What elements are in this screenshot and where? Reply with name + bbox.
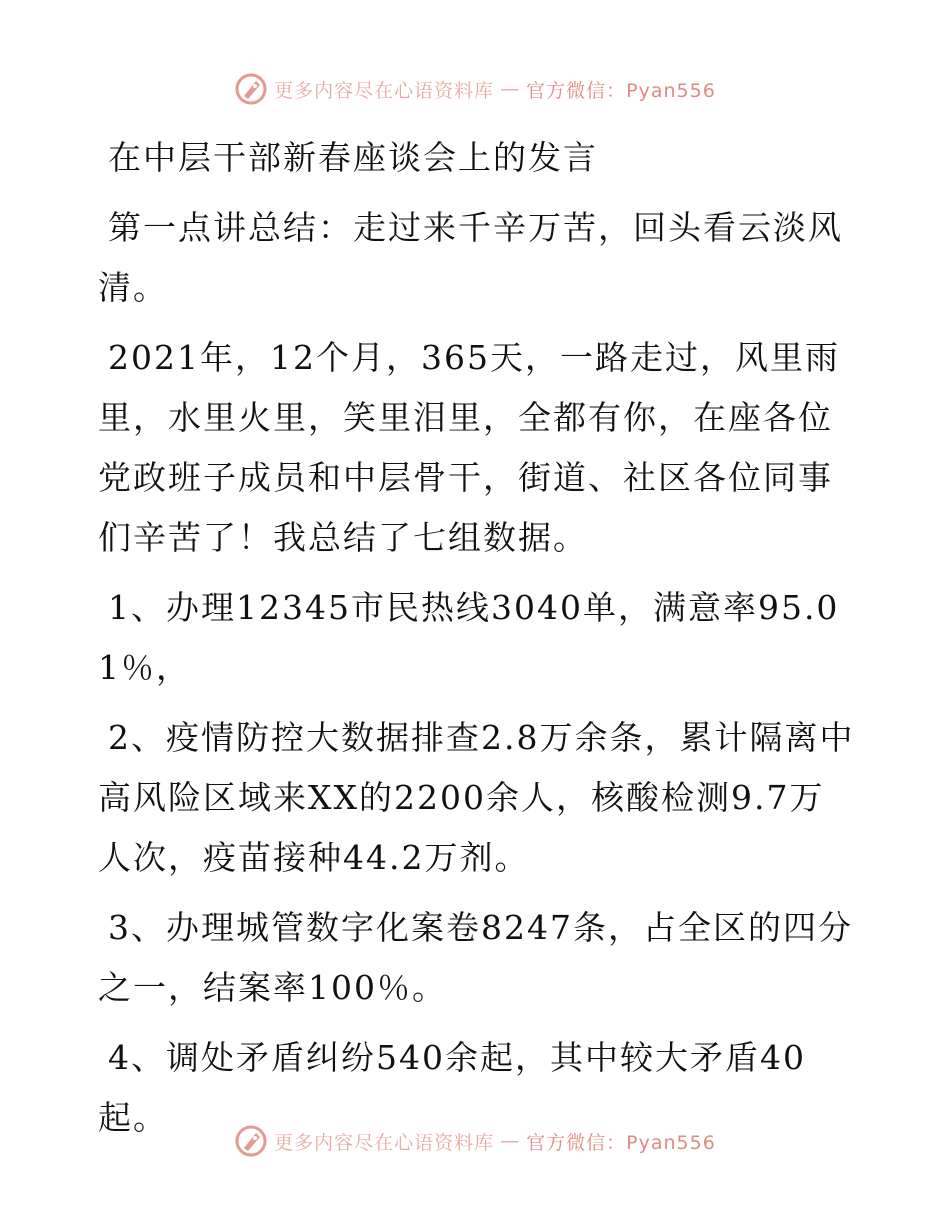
paragraph-item-2: 2、疫情防控大数据排查2.8万余条，累计隔离中高风险区域来XX的2200余人，核酸检测9.7万人次，疫苗接种44.2万剂。 [98, 718, 855, 877]
watermark-separator: — [500, 1130, 521, 1152]
paragraph-item-1: 1、办理12345市民热线3040单，满意率95.01％， [98, 588, 840, 687]
paragraph-summary: 第一点讲总结：走过来千辛万苦，回头看云淡风清。 [98, 208, 843, 307]
document-body [98, 128, 858, 1158]
paragraph-item-4: 4、调处矛盾纠纷540余起，其中较大矛盾40起。 [98, 1038, 806, 1137]
watermark-text: 更多内容尽在心语资料库 [274, 1131, 495, 1154]
footer-watermark [0, 1124, 950, 1158]
paragraph-intro: 2021年，12个月，365天，一路走过，风里雨里，水里火里，笑里泪里，全都有你，在座各位党政班子成员和中层骨干，街道、社区各位同事们辛苦了！我总结了七组数据。 [98, 338, 840, 557]
pen-nib-logo-icon [234, 72, 268, 106]
header-watermark [0, 72, 950, 106]
watermark-contact: 官方微信：Pyan556 [526, 79, 716, 102]
watermark-text: 更多内容尽在心语资料库 [274, 79, 495, 102]
document-title: 在中层干部新春座谈会上的发言 [108, 138, 598, 177]
pen-nib-logo-icon [234, 1124, 268, 1158]
paragraph-item-3: 3、办理城管数字化案卷8247条，占全区的四分之一，结案率100％。 [98, 908, 853, 1007]
watermark-contact: 官方微信：Pyan556 [526, 1131, 716, 1154]
watermark-separator: — [500, 78, 521, 100]
